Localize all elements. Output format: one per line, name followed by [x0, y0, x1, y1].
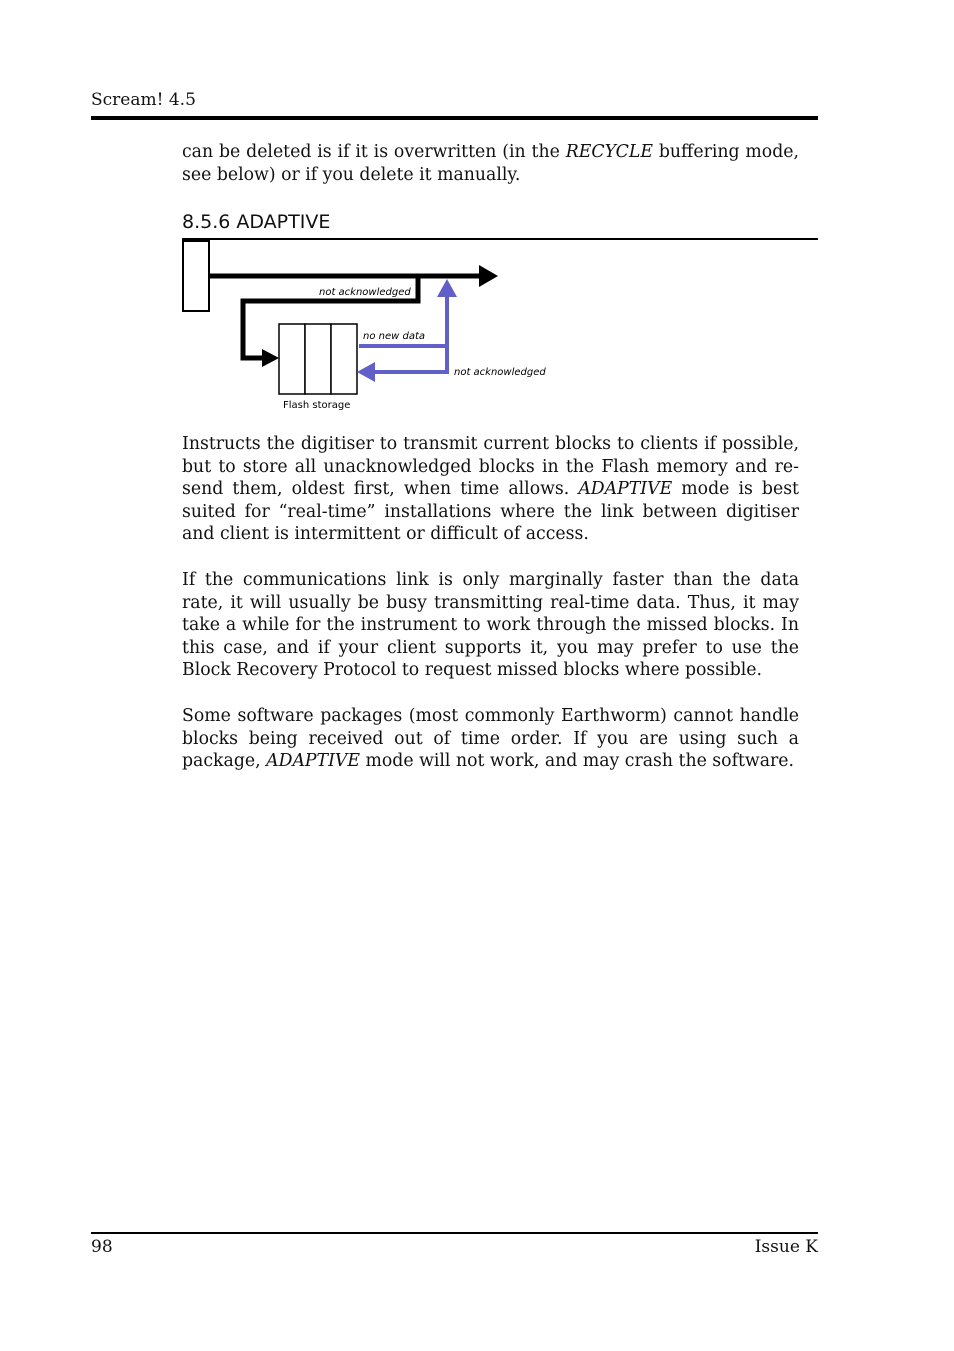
p3-term: ADAPTIVE [266, 751, 361, 772]
paragraph-3 [182, 705, 799, 773]
header-rule [91, 116, 818, 120]
output-arrowhead [479, 265, 498, 287]
p1-after: mode is best suited for “real-time” installations where the link between digitiser and client is intermittent or difficult of access. [182, 479, 800, 545]
paragraph-1 [182, 433, 799, 546]
flash-arrowhead [262, 349, 279, 367]
running-header: Scream! 4.5 [91, 90, 196, 110]
intro-text-after: buffering mode, see below) or if you delete it manually. [182, 142, 799, 185]
flash-block-2 [305, 324, 331, 394]
intro-text-before: can be deleted is if it is overwritten (in the [182, 142, 566, 162]
adaptive-diagram [182, 240, 552, 416]
footer-rule [91, 1232, 818, 1234]
label-no-new-data: no new data [363, 331, 426, 342]
digitiser-box [183, 241, 209, 311]
blue-upward-arrowhead [437, 279, 457, 297]
p3-after: mode will not work, and may crash the software. [360, 751, 794, 772]
label-right-not-ack: not acknowledged [454, 367, 546, 378]
page-number: 98 [91, 1237, 113, 1257]
section-heading: 8.5.6 ADAPTIVE [182, 211, 331, 233]
paragraph-2: If the communications link is only marginally faster than the data rate, it will usually be busy transmitting real-time data. Thus, it may take a while for the instrument to work through the missed blocks. In this case, and if your client supports it, you may prefer to use the Block Recovery Protocol to request missed blocks where possible. [182, 570, 799, 681]
p3-before: Some software packages (most commonly Earthworm) cannot handle blocks being received out of time order. If you are using such a package, [182, 706, 799, 772]
label-top-not-ack: not acknowledged [319, 287, 411, 298]
intro-paragraph [182, 141, 799, 186]
p1-term: ADAPTIVE [578, 479, 673, 500]
issue-label: Issue K [754, 1237, 818, 1257]
flash-block-3 [331, 324, 357, 394]
intro-term: RECYCLE [565, 142, 653, 162]
label-flash-storage: Flash storage [283, 400, 351, 411]
flash-block-1 [279, 324, 305, 394]
p1-before: Instructs the digitiser to transmit current blocks to clients if possible, but to store all unacknowledged blocks in the Flash memory and re-send them, oldest first, when time allows. [182, 434, 799, 500]
blue-left-arrowhead [357, 362, 375, 382]
